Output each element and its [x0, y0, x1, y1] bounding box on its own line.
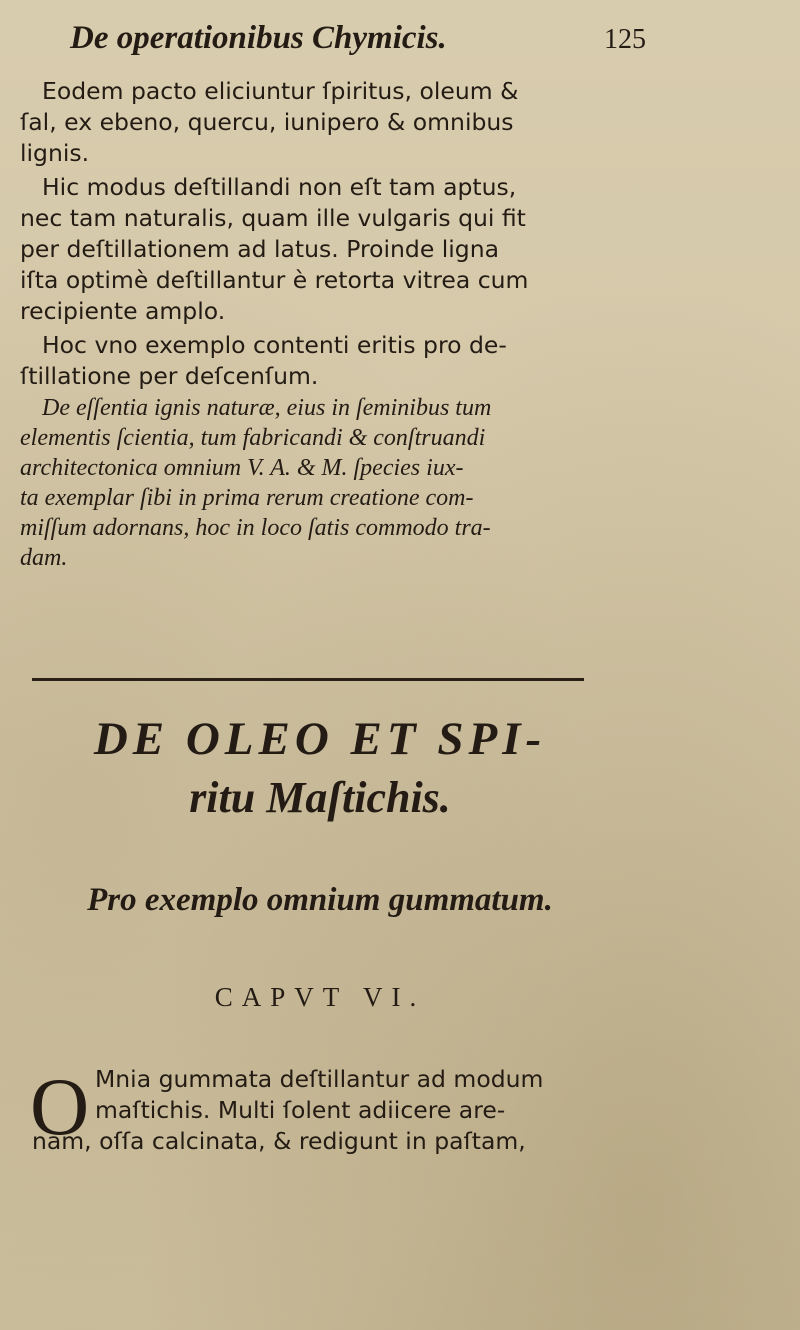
text-line: ſal, ex ebeno, quercu, iunipero & omnibus [20, 108, 514, 136]
text-line: ta exemplar ſibi in prima rerum creatione com- [20, 485, 474, 511]
chapter-heading: CAPVT VI. [214, 982, 426, 1012]
text-line: ſtillatione per deſcenſum. [20, 362, 319, 390]
text-line: maſtichis. Multi ſolent adiicere are- [95, 1096, 506, 1124]
section-divider [32, 678, 584, 681]
page-header [70, 20, 646, 68]
chapter-paragraph [20, 1061, 640, 1157]
text-line: miſſum adornans, hoc in loco ſatis commodo tra- [20, 515, 491, 541]
paragraph-2 [20, 172, 600, 327]
text-line: elementis ſcientia, tum fabricandi & conſtruandi [20, 425, 486, 451]
drop-cap: O [30, 1061, 90, 1152]
text-line: De eſſentia ignis naturæ, eius in ſeminibus tum [42, 395, 492, 421]
text-line: nam, oſſa calcinata, & redigunt in paſtam, [32, 1127, 526, 1155]
section-title-line-1: DE OLEO ET SPI- [93, 713, 547, 765]
text-line: Hoc vno exemplo contenti eritis pro de- [42, 331, 507, 359]
text-line: per deſtillationem ad latus. Proinde ligna [20, 235, 500, 263]
section-subtitle: Pro exemplo omnium gummatum. [87, 882, 553, 918]
text-line: lignis. [20, 139, 90, 167]
text-line: Eodem pacto eliciuntur ſpiritus, oleum & [42, 77, 519, 105]
text-line: architectonica omnium V. A. & M. ſpecies iux- [20, 455, 464, 481]
text-line: recipiente amplo. [20, 297, 226, 325]
text-line: nec tam naturalis, quam ille vulgaris qui fit [20, 204, 526, 232]
paragraph-4-italic [20, 393, 600, 573]
section-title-line-2: ritu Maſtichis. [189, 773, 451, 822]
page-number: 125 [604, 24, 646, 55]
text-line: Hic modus deſtillandi non eſt tam aptus, [42, 173, 517, 201]
text-line: iſta optimè deſtillantur è retorta vitrea cum [20, 266, 529, 294]
text-line: Mnia gummata deſtillantur ad modum [95, 1065, 544, 1093]
text-line: dam. [20, 545, 68, 571]
paragraph-1 [20, 76, 600, 169]
running-title: De operationibus Chymicis. [70, 20, 447, 56]
paragraph-3 [20, 330, 600, 392]
